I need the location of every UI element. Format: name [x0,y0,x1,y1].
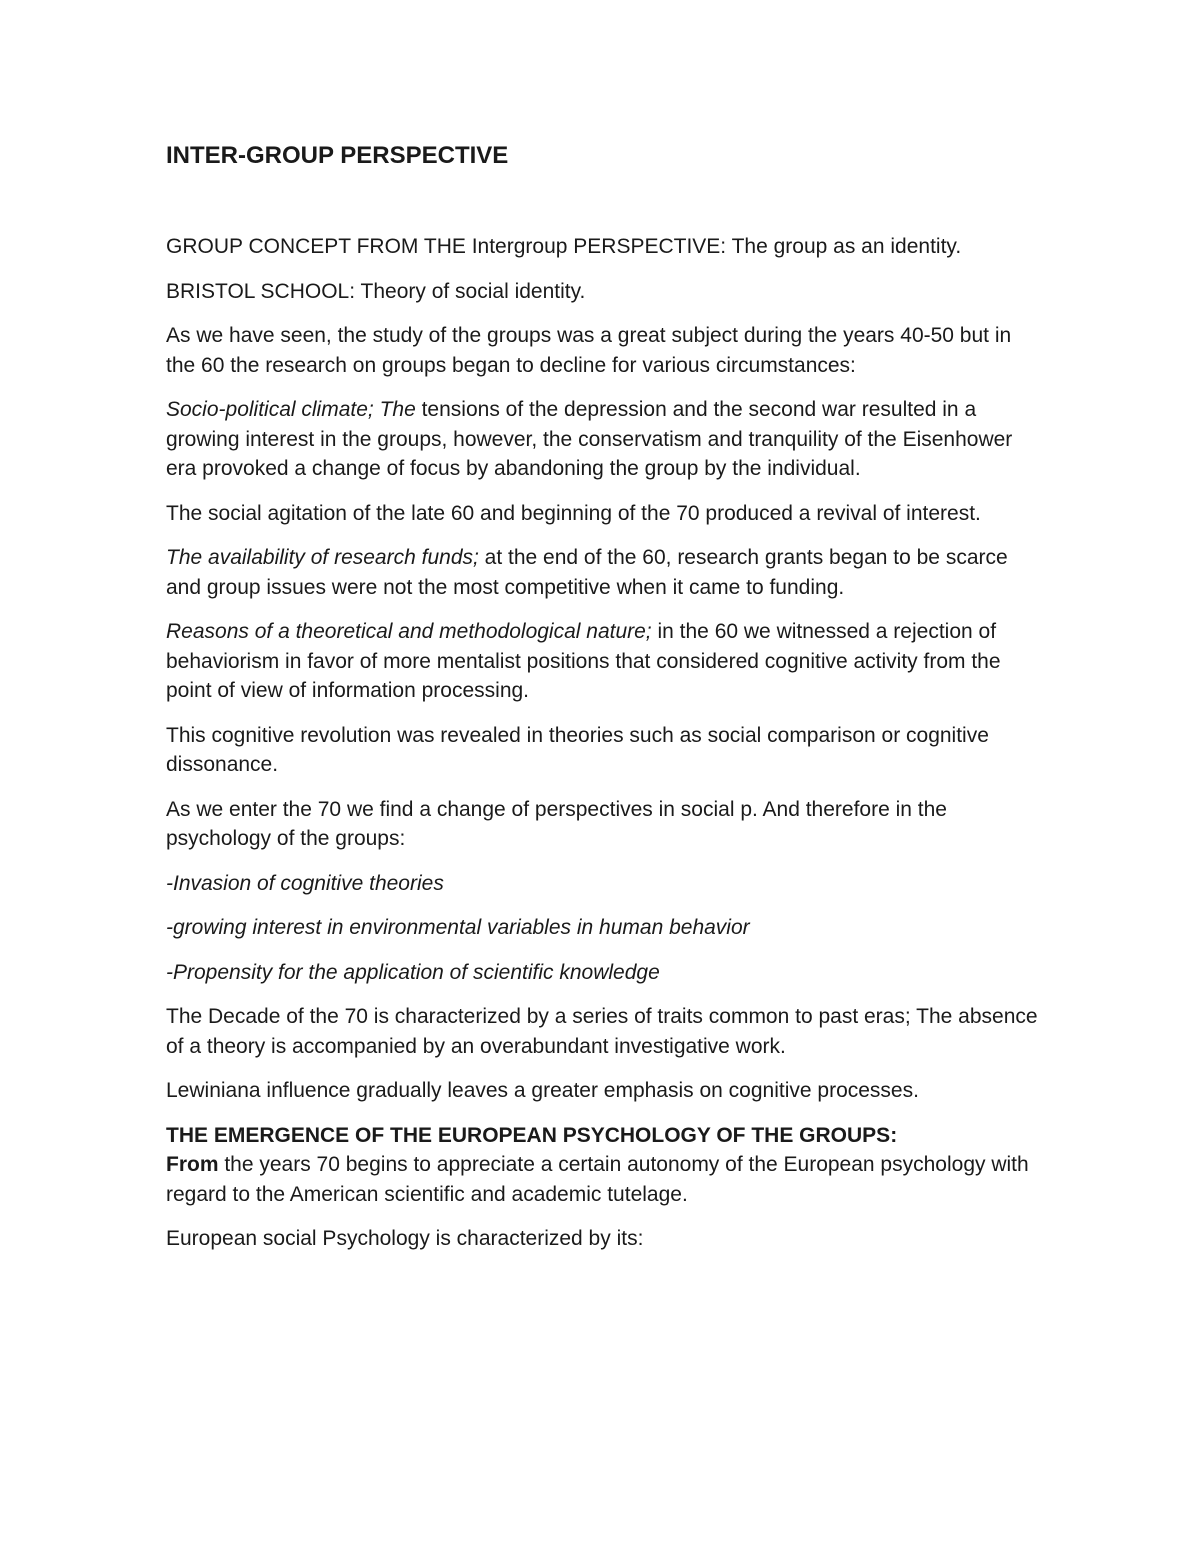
italic-lead: Socio-political climate; The [166,398,416,421]
bold-lead: From [166,1153,219,1176]
paragraph-bristol-school: BRISTOL SCHOOL: Theory of social identity. [166,279,586,303]
paragraph-text: the years 70 begins to appreciate a certain autonomy of the European psychology with regard to the American scientific and academic tutelage. [166,1153,1029,1206]
paragraph-european-emergence [166,1121,1046,1210]
paragraph-study-of-groups: As we have seen, the study of the groups was a great subject during the years 40-50 but in the 60 the research on groups began to decline for various circumstances: [166,324,1012,377]
document-page [166,140,1046,1269]
paragraph-text: in the 60 we witnessed a rejection of behaviorism in favor of more mentalist positions that considered cognitive activity from the point of view of information processing. [166,620,1001,702]
paragraph-group-concept: GROUP CONCEPT FROM THE Intergroup PERSPECTIVE: The group as an identity. [166,235,962,258]
paragraph-social-agitation: The social agitation of the late 60 and beginning of the 70 produced a revival of interest. [166,501,981,525]
paragraph-text: tensions of the depression and the second war resulted in a growing interest in the groups, however, the conservatism and tranquility of the Eisenhower era provoked a change of focus by abandoning the group by the individual. [166,398,1013,480]
paragraph-cognitive-revolution: This cognitive revolution was revealed in theories such as social comparison or cognitive dissonance. [166,723,989,776]
paragraph-change-of-perspectives: As we enter the 70 we find a change of perspectives in social p. And therefore in the psychology of the groups: [166,797,947,850]
paragraph-theoretical-reasons [166,617,1046,706]
list-item: -Propensity for the application of scientific knowledge [166,960,660,984]
paragraph-lewiniana-influence: Lewiniana influence gradually leaves a greater emphasis on cognitive processes. [166,1079,919,1102]
document-title: INTER-GROUP PERSPECTIVE [166,142,509,169]
list-item: -growing interest in environmental variables in human behavior [166,916,750,939]
paragraph-research-funds [166,543,1046,602]
paragraph-decade-of-70: The Decade of the 70 is characterized by a series of traits common to past eras; The absence of a theory is accompanied by an overabundant investigative work. [166,1005,1038,1058]
italic-lead: Reasons of a theoretical and methodological nature; [166,620,652,643]
paragraph-socio-political-climate [166,395,1046,484]
paragraph-text: at the end of the 60, research grants began to be scarce and group issues were not the most competitive when it came to funding. [166,546,1008,599]
section-heading: THE EMERGENCE OF THE EUROPEAN PSYCHOLOGY OF THE GROUPS: [166,1123,898,1147]
italic-lead: The availability of research funds; [166,546,479,569]
paragraph-european-characterized: European social Psychology is characterized by its: [166,1227,644,1250]
list-item: -Invasion of cognitive theories [166,871,444,895]
